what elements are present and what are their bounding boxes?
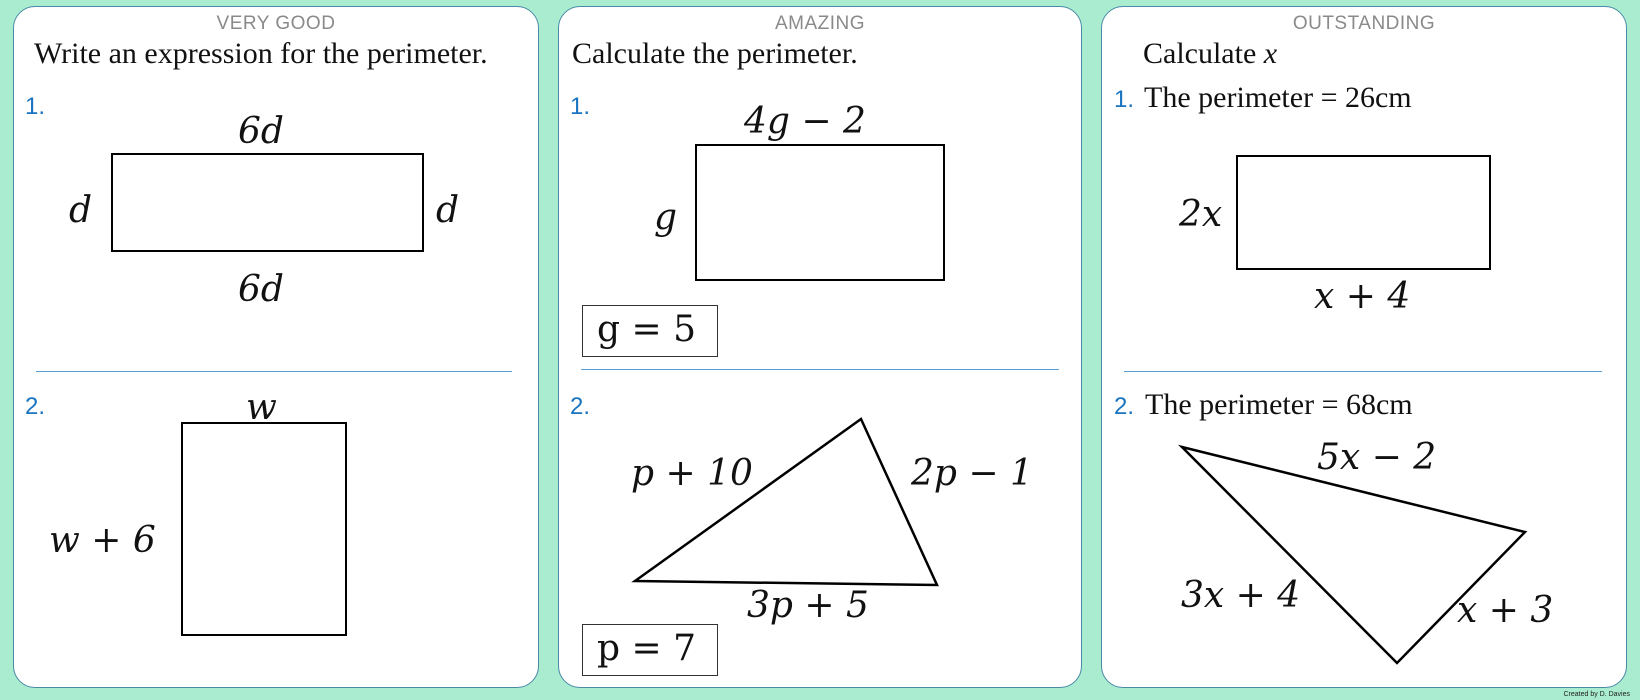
credit-text: Created by D. Davies [1563, 691, 1630, 698]
panel-very-good [13, 6, 539, 688]
rectangle-shape [181, 422, 347, 636]
label-side-b: 3x + 4 [1181, 575, 1301, 616]
question-number-2: 2. [25, 393, 46, 420]
question-number-2: 2. [1114, 393, 1135, 420]
question-number-1: 1. [1114, 86, 1135, 113]
label-bottom: 6d [238, 269, 284, 310]
given-value-box: g = 5 [582, 305, 718, 357]
instruction: Calculate the perimeter. [572, 37, 858, 70]
label-side-c: x + 3 [1457, 590, 1554, 631]
label-left: g [654, 197, 678, 238]
rectangle-shape [111, 153, 424, 252]
label-side-b: 2p − 1 [911, 453, 1033, 494]
label-side-c: 3p + 5 [747, 585, 869, 626]
label-left: 2x [1179, 194, 1223, 235]
instruction: Write an expression for the perimeter. [34, 37, 488, 70]
label-top: 4g − 2 [744, 101, 866, 142]
question-number-1: 1. [570, 93, 591, 120]
level-title: OUTSTANDING [1292, 13, 1436, 34]
label-bottom: x + 4 [1314, 276, 1411, 317]
question-number-1: 1. [25, 93, 46, 120]
given-value-box: p = 7 [582, 624, 718, 676]
question-number-2: 2. [570, 393, 591, 420]
label-top: 6d [238, 111, 284, 152]
label-left: w + 6 [49, 520, 156, 561]
label-side-a: p + 10 [631, 453, 753, 494]
level-title: AMAZING [774, 13, 866, 34]
level-title: VERY GOOD [216, 13, 336, 34]
question-statement: The perimeter = 68cm [1145, 388, 1413, 421]
instruction-text: Calculate [1143, 37, 1264, 70]
panel-outstanding [1101, 6, 1627, 688]
label-left: d [69, 190, 93, 231]
label-side-a: 5x − 2 [1317, 437, 1437, 478]
instruction-variable: x [1263, 37, 1278, 70]
question-statement: The perimeter = 26cm [1144, 81, 1412, 114]
panel-amazing [558, 6, 1082, 688]
label-top: w [246, 387, 277, 428]
divider [36, 371, 512, 372]
label-right: d [436, 190, 460, 231]
